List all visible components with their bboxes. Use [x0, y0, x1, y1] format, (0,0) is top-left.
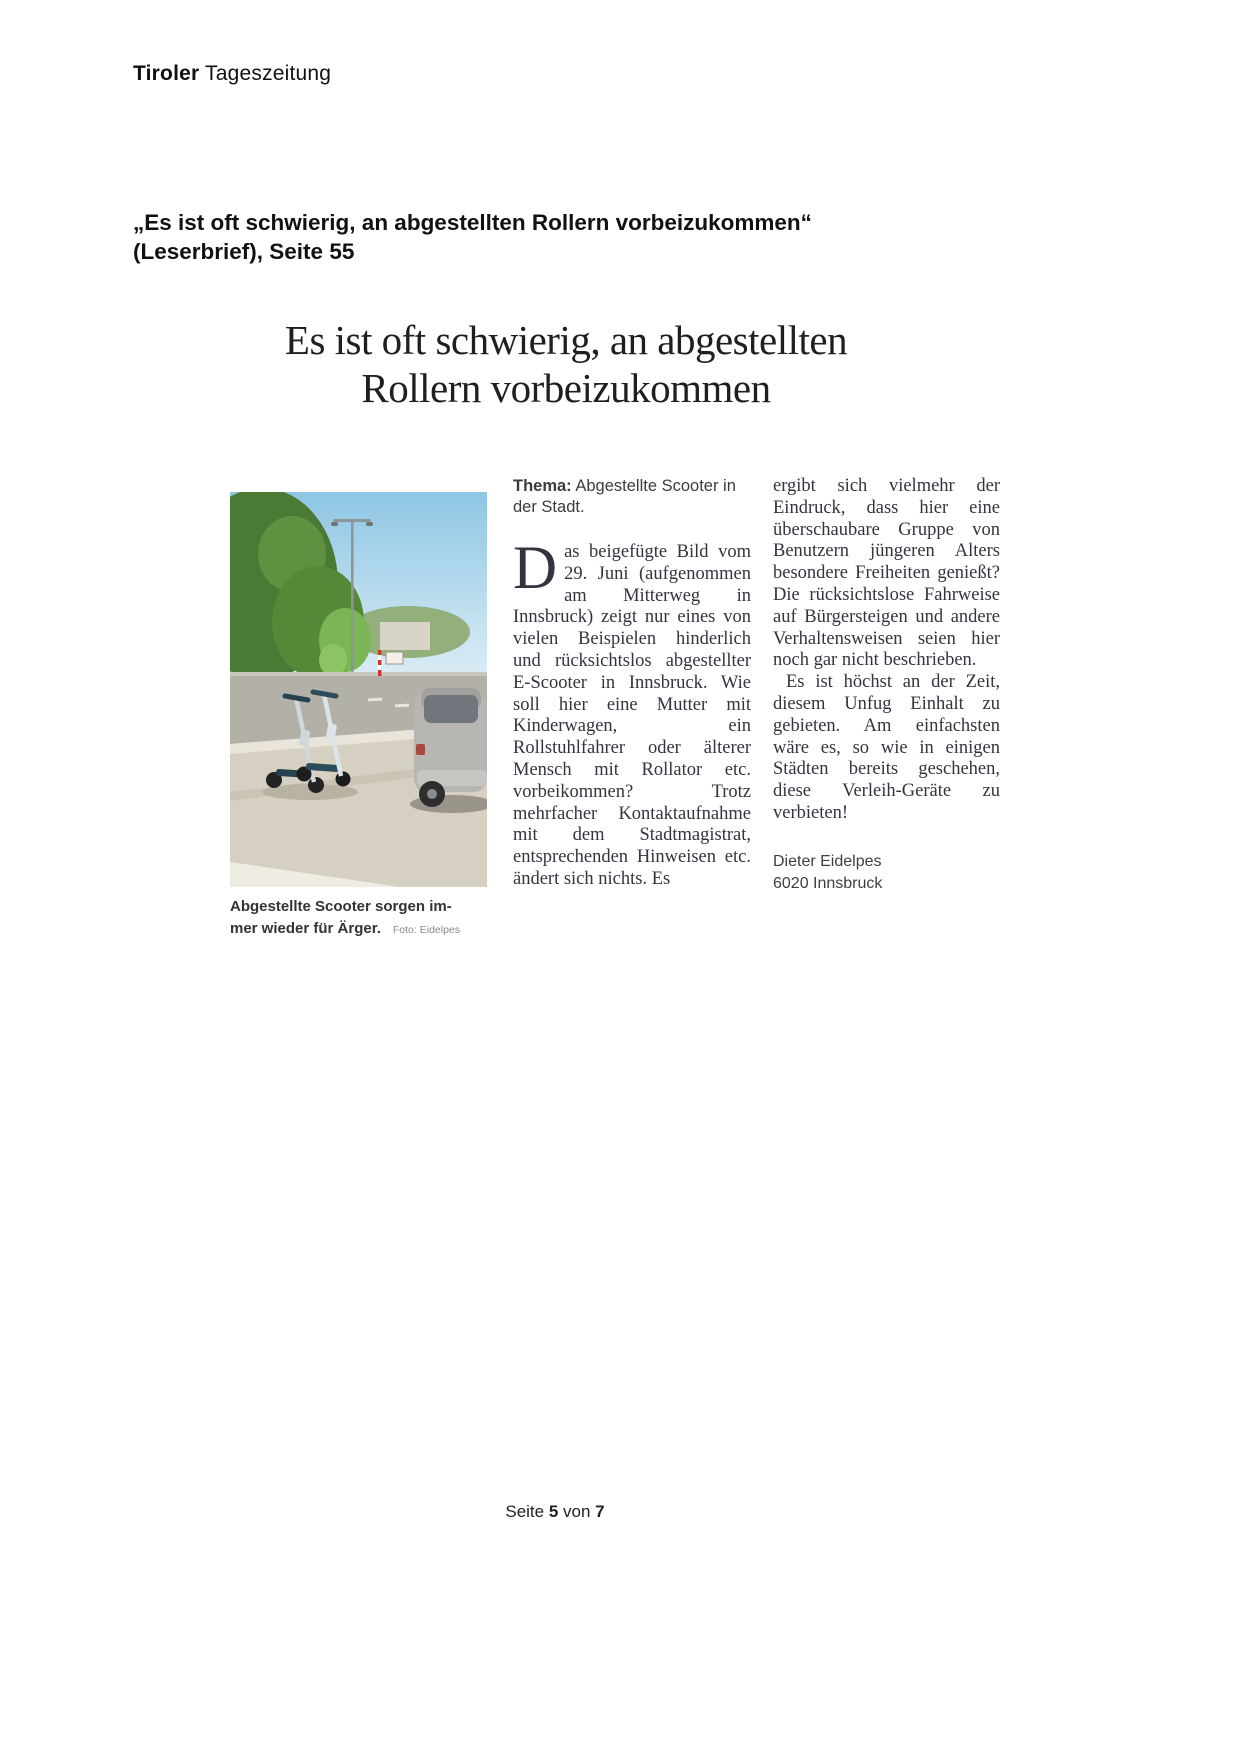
- article-topic-label: Thema:: [513, 477, 572, 495]
- article-body-text-1: as beigefügte Bild vom 29. Juni (aufgenommen am Mitterweg in Innsbruck) zeigt nur eines von vielen Beispielen hinderlich und rücksichtslos abgestellter E-Scooter in Innsbruck. Wie soll hier eine Mutter mit Kinderwagen, ein Rollstuhlfahrer oder älterer Mensch mit Rollator etc. vorbeikommen? Trotz mehrfacher Kontaktaufnahme mit dem Stadtmagistrat, entsprechenden Hinweisen etc. ändert sich nichts. Es: [513, 542, 751, 889]
- summary-title-line1: „Es ist oft schwierig, an abgestellten Rollern vorbeizukommen“: [133, 210, 812, 235]
- photo-caption: [230, 896, 487, 941]
- article-topic: [513, 476, 751, 518]
- footer-label: Seite: [505, 1502, 549, 1521]
- signature-city: 6020 Innsbruck: [773, 874, 883, 892]
- masthead-brand-bold: Tiroler: [133, 62, 200, 85]
- newspaper-clipping: [230, 316, 1015, 996]
- article-headline-line2: Rollern vorbeizukommen: [361, 365, 771, 411]
- letter-signature: [773, 851, 1000, 895]
- summary-title: [133, 208, 1053, 266]
- article-column-2: [773, 476, 1000, 895]
- footer-of: von: [558, 1502, 596, 1521]
- article-headline-line1: Es ist oft schwierig, an abgestellten: [284, 317, 848, 363]
- photo-column: [230, 492, 487, 941]
- article-body-text-2: ergibt sich vielmehr der Eindruck, dass hier eine überschaubare Gruppe von Benutzern jüngeren Alters besondere Freiheiten genießt? Die rücksichtslose Fahrweise auf Bürgersteigen und andere Verhaltensweisen seien hier noch gar nicht beschrieben.: [773, 476, 1000, 671]
- photo-caption-line2: mer wieder für Ärger.: [230, 920, 381, 937]
- footer-current-page: 5: [548, 1502, 559, 1521]
- dropcap: D: [513, 535, 558, 602]
- masthead: [133, 62, 331, 86]
- article-topic-text: Abgestellte Scooter in der Stadt.: [513, 477, 736, 516]
- footer-total-pages: 7: [595, 1502, 605, 1521]
- article-body-column-1: [513, 535, 751, 891]
- article-column-1: [513, 476, 751, 891]
- article-body-text-3: Es ist höchst an der Zeit, diesem Unfug Einhalt zu gebieten. Am einfachsten wäre es, so wie in einigen Städten bereits geschehen, diese Verleih-Geräte zu verbieten!: [773, 672, 1000, 823]
- signature-name: Dieter Eidelpes: [773, 852, 882, 870]
- summary-title-line2: (Leserbrief), Seite 55: [133, 239, 355, 264]
- masthead-brand-rest: Tageszeitung: [199, 62, 332, 85]
- photo-caption-line2-row: [230, 918, 487, 941]
- page-footer: [0, 1502, 1110, 1522]
- article-photo: [230, 492, 487, 887]
- photo-credit: Foto: Eidelpes: [392, 924, 461, 936]
- photo-caption-line1: Abgestellte Scooter sorgen im-: [230, 898, 452, 915]
- article-headline: [230, 316, 902, 412]
